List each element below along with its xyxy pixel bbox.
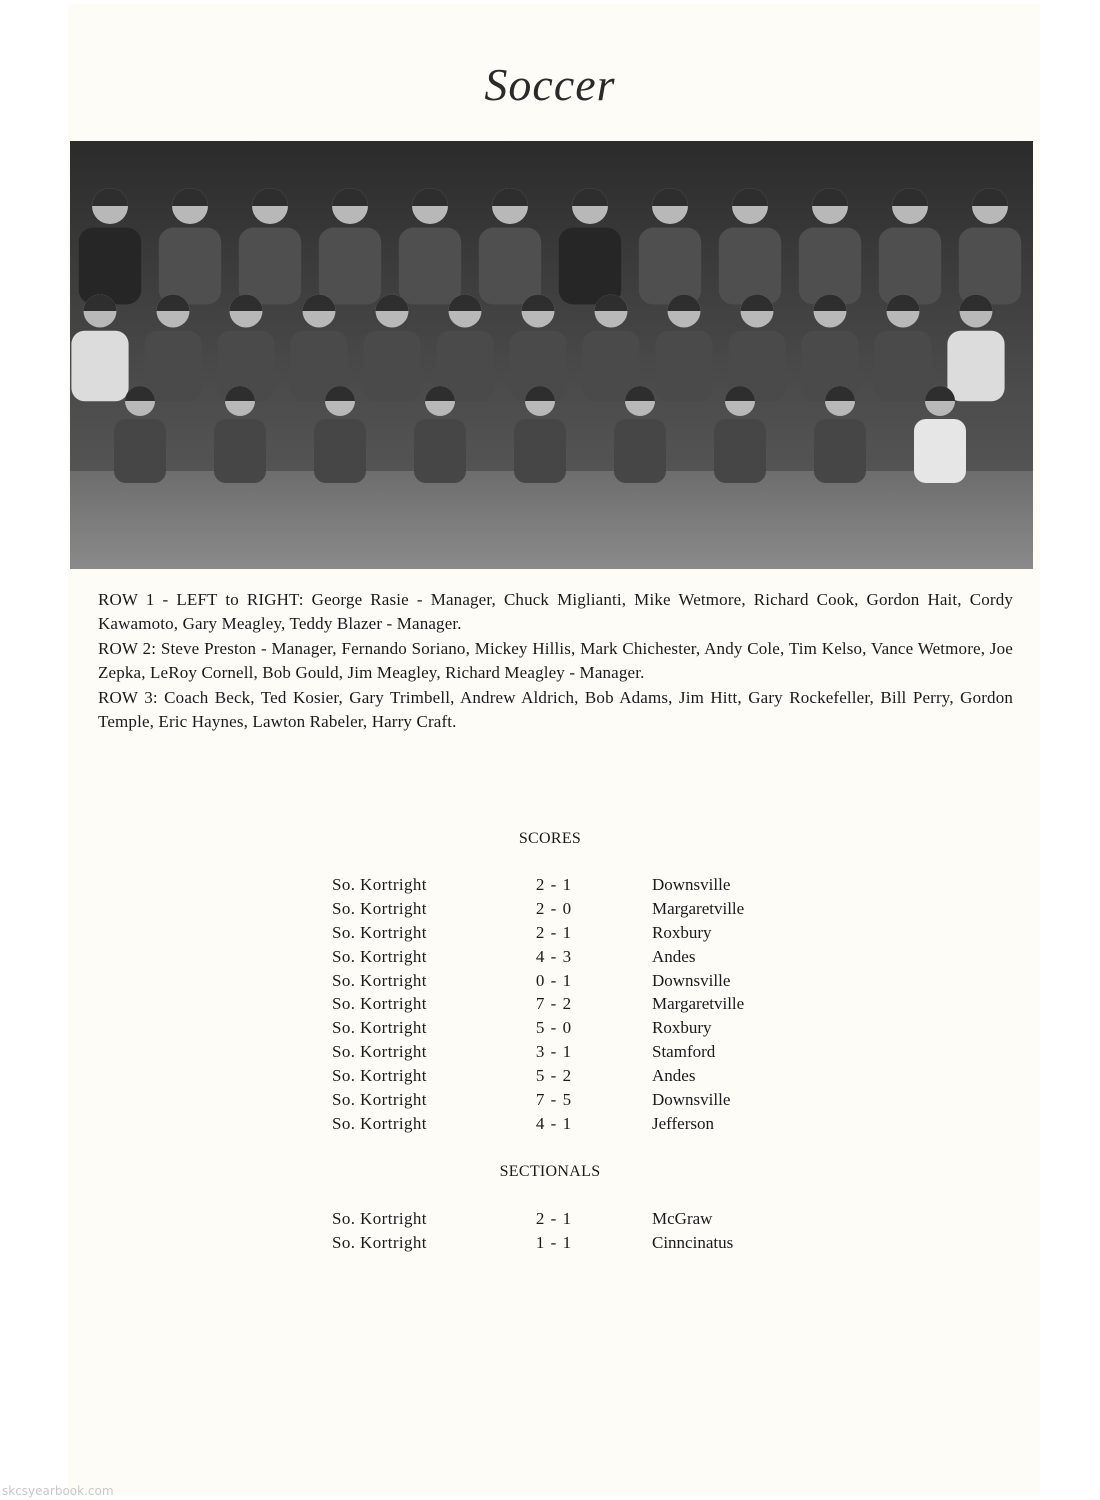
opponent-name: Downsville — [652, 875, 731, 894]
game-score: 5 - 2 — [535, 1066, 573, 1086]
opponent-name: Andes — [652, 946, 696, 966]
team-name: So. Kortright — [332, 946, 427, 966]
scores-row — [332, 899, 812, 923]
team-name: So. Kortright — [332, 875, 427, 894]
game-score: 7 - 2 — [535, 994, 573, 1014]
scores-row — [332, 875, 812, 899]
team-name: So. Kortright — [332, 970, 427, 990]
caption-row-2: ROW 2: Steve Preston - Manager, Fernando Soriano, Mickey Hillis, Mark Chichester, Andy Cole, Tim Kelso, Vance Wetmore, Joe Zepka, LeRoy Cornell, Bob Gould, Jim Meagley, Richard Meagley - Manager. — [98, 638, 1013, 683]
opponent-name: Roxbury — [652, 922, 712, 942]
team-name: So. Kortright — [332, 1113, 427, 1133]
opponent-name: Margaretville — [652, 898, 745, 918]
team-name: So. Kortright — [332, 994, 427, 1014]
team-name: So. Kortright — [332, 1232, 427, 1252]
caption — [98, 588, 1013, 734]
scores-table — [332, 875, 812, 1138]
game-score: 2 - 1 — [535, 922, 573, 942]
game-score: 3 - 1 — [535, 1042, 573, 1062]
scores-row — [332, 947, 812, 971]
scores-row — [332, 971, 812, 995]
opponent-name: Stamford — [652, 1042, 716, 1062]
sectionals-row — [332, 1209, 812, 1233]
team-name: So. Kortright — [332, 922, 427, 942]
opponent-name: Roxbury — [652, 1018, 712, 1038]
opponent-name: Margaretville — [652, 994, 745, 1014]
opponent-name: Downsville — [652, 970, 731, 990]
game-score: 4 - 1 — [535, 1113, 573, 1133]
scores-row — [332, 1018, 812, 1042]
game-score: 0 - 1 — [535, 970, 573, 990]
team-name: So. Kortright — [332, 1066, 427, 1086]
game-score: 2 - 1 — [535, 1209, 573, 1228]
team-name: So. Kortright — [332, 1090, 427, 1110]
game-score: 2 - 1 — [535, 875, 573, 894]
scores-row — [332, 994, 812, 1018]
page-title: Soccer — [484, 59, 616, 110]
caption-row-3: ROW 3: Coach Beck, Ted Kosier, Gary Trimbell, Andrew Aldrich, Bob Adams, Jim Hitt, Gary Rockefeller, Bill Perry, Gordon Temple, Eric Haynes, Lawton Rabeler, Harry Craft. — [98, 687, 1013, 732]
team-name: So. Kortright — [332, 1209, 427, 1228]
game-score: 5 - 0 — [535, 1018, 573, 1038]
scores-row — [332, 923, 812, 947]
team-name: So. Kortright — [332, 898, 427, 918]
game-score: 2 - 0 — [535, 898, 573, 918]
game-score: 4 - 3 — [535, 946, 573, 966]
sectionals-heading: SECTIONALS — [499, 1163, 601, 1180]
scores-row — [332, 1066, 812, 1090]
game-score: 1 - 1 — [535, 1232, 573, 1252]
scores-row — [332, 1042, 812, 1066]
watermark: skcsyearbook.com — [2, 1484, 114, 1498]
caption-row-1: ROW 1 - LEFT to RIGHT: George Rasie - Manager, Chuck Miglianti, Mike Wetmore, Richard Cook, Gordon Hait, Cordy Kawamoto, Gary Meagley, Teddy Blazer - Manager. — [98, 590, 1013, 634]
sectionals-table — [332, 1209, 812, 1257]
sectionals-row — [332, 1233, 812, 1257]
scores-row — [332, 1090, 812, 1114]
opponent-name: Downsville — [652, 1090, 731, 1110]
opponent-name: Andes — [652, 1066, 696, 1086]
team-photo — [70, 141, 1033, 569]
scores-row — [332, 1114, 812, 1138]
team-name: So. Kortright — [332, 1042, 427, 1062]
opponent-name: Cinncinatus — [652, 1232, 734, 1252]
scores-heading: SCORES — [518, 830, 582, 847]
game-score: 7 - 5 — [535, 1090, 573, 1110]
opponent-name: McGraw — [652, 1209, 713, 1228]
opponent-name: Jefferson — [652, 1113, 714, 1133]
team-name: So. Kortright — [332, 1018, 427, 1038]
